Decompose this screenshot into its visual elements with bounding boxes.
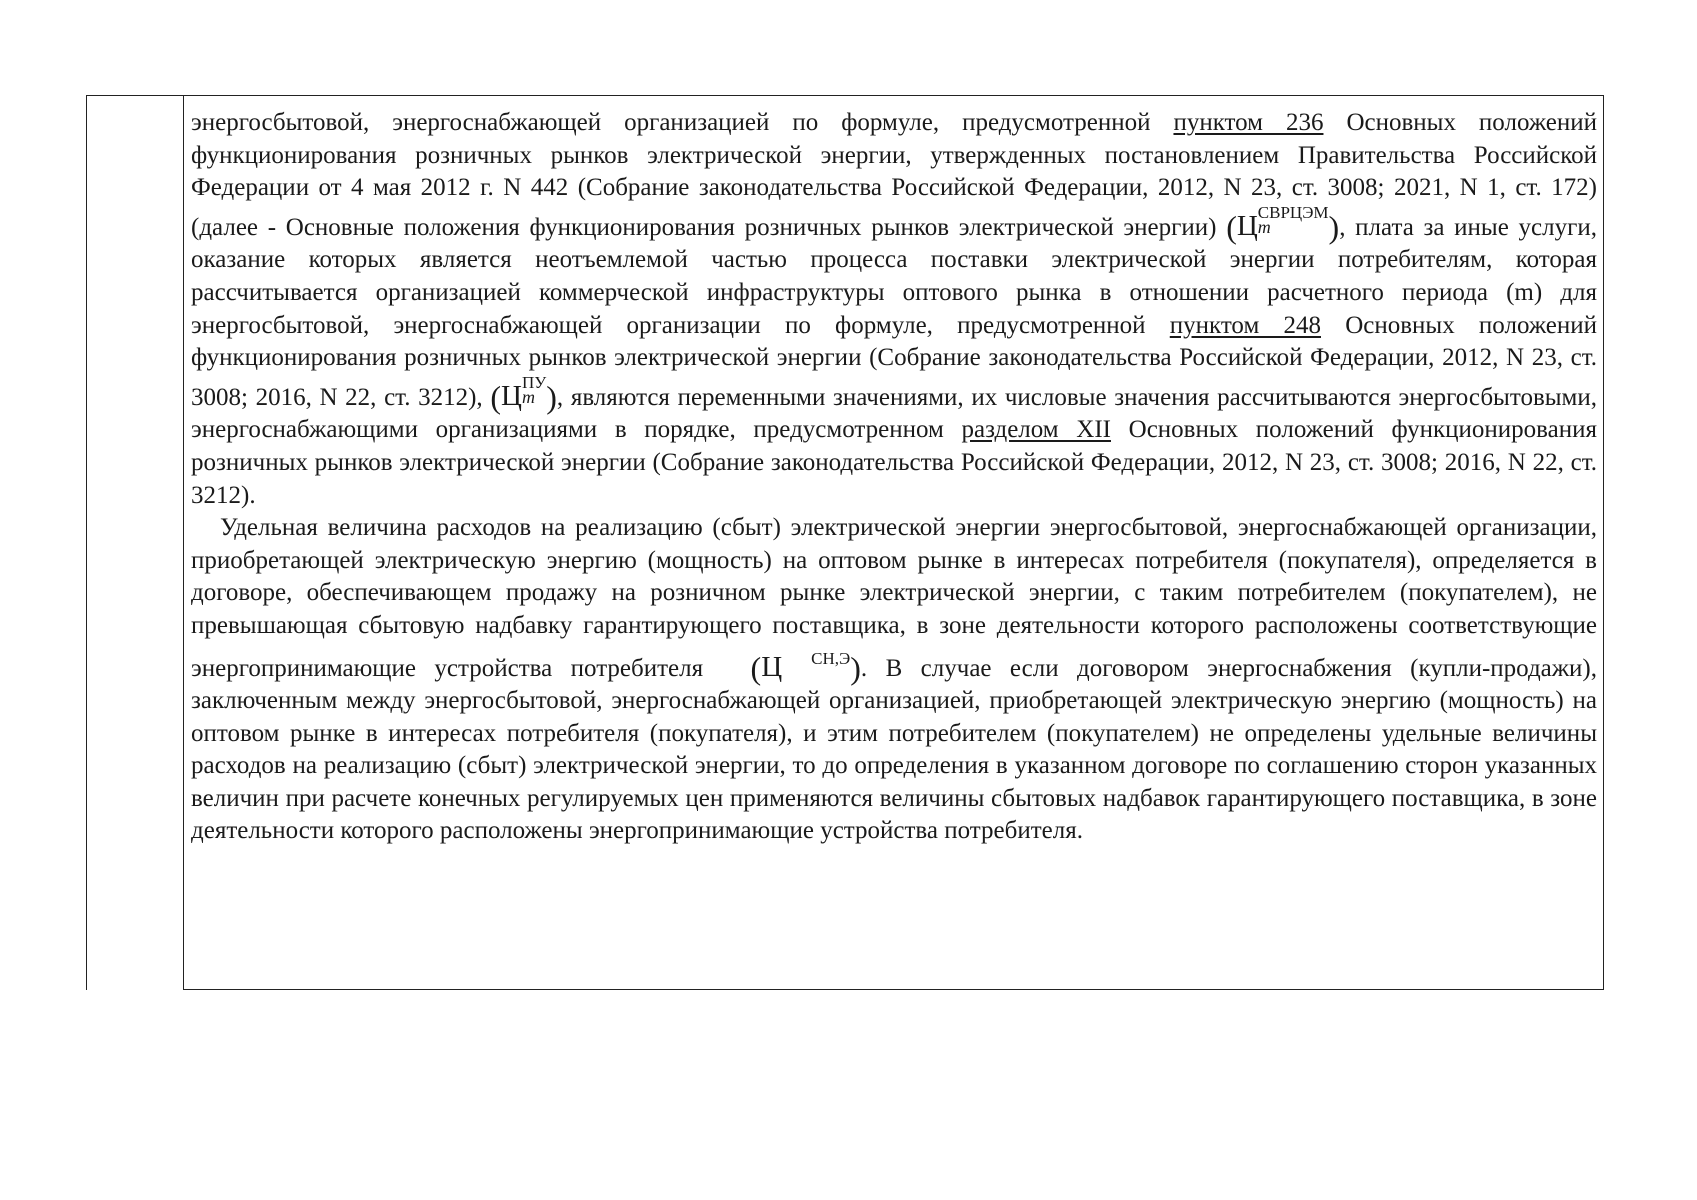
formula-symbol: Ц [1236,209,1258,242]
formula-symbol: Ц [500,379,522,412]
formula-pu [490,372,557,415]
text-segment: , плата за иные услуги, оказание которых является неотъемлемой частью процесса поставки электрической энергии потребителям, которая рассчитывается организацией коммерческой инфраструктуры оптового рынка в отношении расчетного периода (m) для энергосбытовой, энергоснабжающей организации по формуле, предусмотренной [191,213,1597,339]
formula-open-paren: ( [490,378,501,415]
paragraph-2 [191,512,1597,848]
text-segment: Основных положений функционирования розничных рынков электрической энергии (Собрание законодательства Российской Федерации, 2012, N 23, ст. 3008; 2016, N 22, ст. 3212). [191,416,1597,509]
formula-open-paren: ( [1226,208,1237,245]
formula-indices [521,372,547,407]
link-item-236[interactable]: пунктом 236 [1173,109,1324,136]
paragraph-1 [191,107,1597,512]
text-segment: , являются переменными значениями, их числовые значения рассчитываются энергосбытовыми, энергоснабжающими организациями в порядке, предусмотренном [191,383,1597,444]
text-segment: Основных положений функционирования розничных рынков электрической энергии, утвержденных постановлением Правительства Российской Федерации от 4 мая 2012 г. N 442 (Собрание законодательства Российской Федерации, 2012, N 23, ст. 3008; 2021, N 1, ст. 172) (далее - Основные положения функционирования розничных рынков электрической энергии) [191,109,1598,241]
formula-close-paren: ) [546,378,557,415]
table-left-cell [86,95,183,990]
formula-subscript: m [1257,216,1271,237]
link-section-xii[interactable]: разделом XII [961,416,1111,444]
document-table [86,95,1604,990]
formula-subscript: m [521,386,535,407]
text-segment: Удельная величина расходов на реализацию (сбыт) электрической энергии энергосбытовой, энергоснабжающей организации, приобретающей электрическую энергию (мощность) на оптовом рынке в интересах потребителя (покупателя), определяется в договоре, обеспечивающем продажу на розничном рынке электрической энергии, с таким потребителем (покупателем), не превышающая сбытовую надбавку гарантирующего поставщика, в зоне деятельности которого расположены соответствующие энергопринимающие устройства потребителя [191,514,1597,682]
text-segment: Основных положений функционирования розничных рынков электрической энергии (Собрание законодательства Российской Федерации, 2012, N 23, ст. 3008; 2016, N 22, ст. 3212), [191,311,1598,411]
formula-superscript: СН,Э [811,648,851,668]
formula-open-paren: ( [750,649,762,686]
link-item-248[interactable]: пунктом 248 [1169,311,1321,339]
formula-indices [1257,202,1329,237]
text-segment: . В случае если договором энергоснабжения (купли-продажи), заключенным между энергосбытовой, энергоснабжающей организацией, приобретающей электрическую энергию (мощность) на оптовом рынке в интересах потребителя (покупателя), и этим потребителем (покупателем) не определены удельные величины расходов на реализацию (сбыт) электрической энергии, то до определения в указанном договоре по соглашению сторон указанных величин при расчете конечных регулируемых цен применяются величины сбытовых надбавок гарантирующего поставщика, в зоне деятельности которого расположены энергопринимающие устройства потребителя. [191,654,1597,845]
formula-close-paren: ) [1328,208,1340,245]
formula-superscript: СВРЦЭМ [1257,202,1329,222]
text-segment: энергосбытовой, энергоснабжающей организацией по формуле, предусмотренной [191,109,1174,136]
formula-svrcem [1226,202,1340,245]
formula-superscript: ПУ [521,372,547,392]
formula-close-paren: ) [850,649,861,686]
formula-sn-e [722,643,861,686]
formula-symbol: Ц [761,650,783,683]
table-text-cell [183,95,1604,990]
